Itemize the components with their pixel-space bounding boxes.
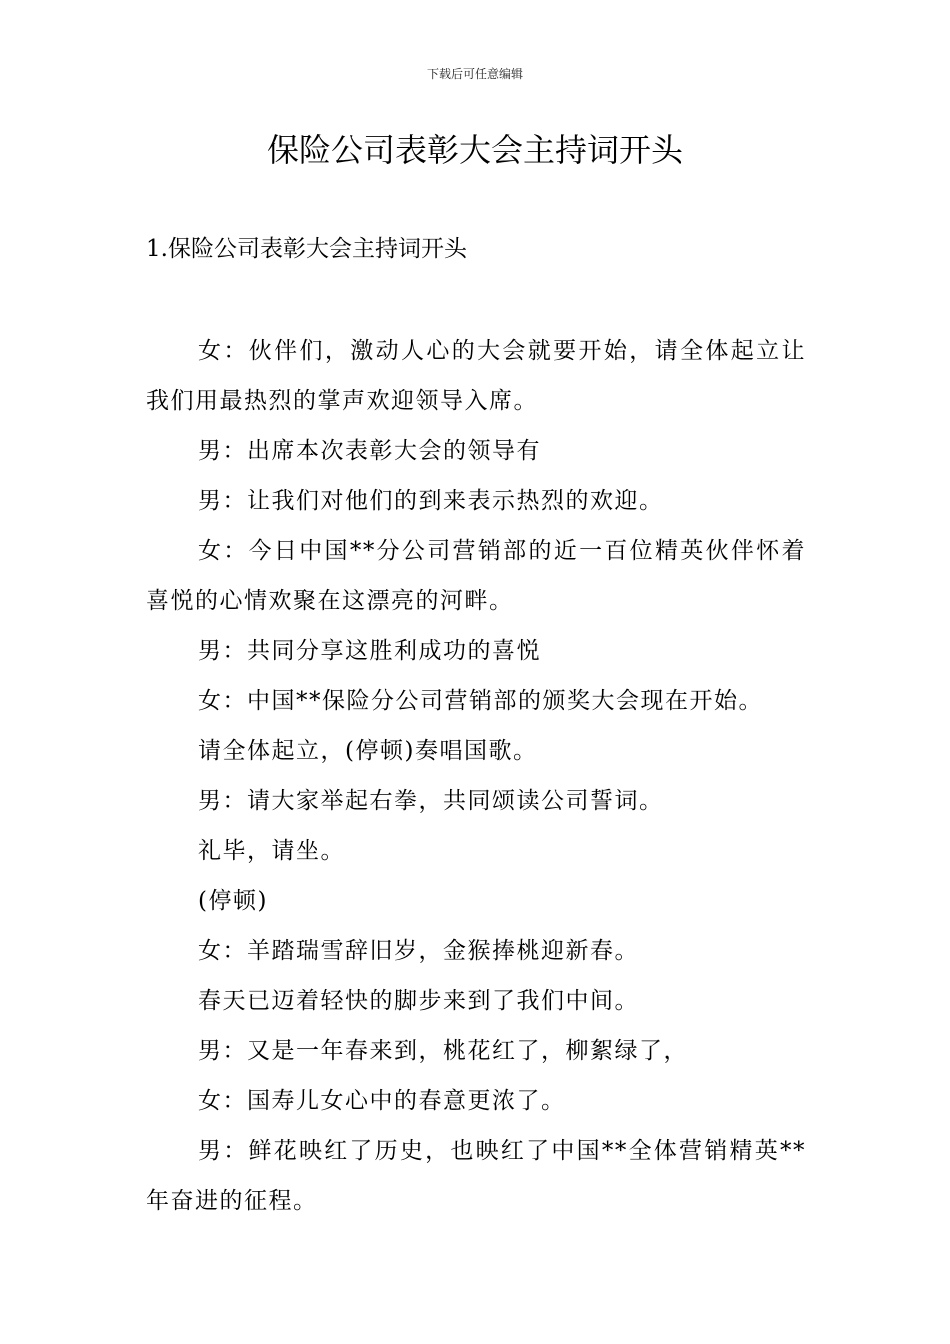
paragraph: 请全体起立，(停顿)奏唱国歌。 xyxy=(198,738,538,764)
header-note: 下载后可任意编辑 xyxy=(426,67,523,81)
document-title: 保险公司表彰大会主持词开头 xyxy=(266,131,683,169)
paragraph: 男：鲜花映红了历史，也映红了中国**全体营销精英**年奋进的征程。 xyxy=(146,1138,806,1214)
section-heading: 1.保险公司表彰大会主持词开头 xyxy=(146,236,467,262)
paragraph: 女：伙伴们，激动人心的大会就要开始，请全体起立让我们用最热烈的掌声欢迎领导入席。 xyxy=(146,338,806,414)
paragraph: 女：羊踏瑞雪辞旧岁，金猴捧桃迎新春。 xyxy=(198,938,639,964)
paragraph: 礼毕，请坐。 xyxy=(198,838,345,864)
paragraph: 春天已迈着轻快的脚步来到了我们中间。 xyxy=(198,988,639,1014)
paragraph: (停顿) xyxy=(198,888,268,914)
paragraph: 女：今日中国**分公司营销部的近一百位精英伙伴怀着喜悦的心情欢聚在这漂亮的河畔。 xyxy=(146,538,806,614)
paragraph: 男：出席本次表彰大会的领导有 xyxy=(198,438,541,464)
paragraph: 女：中国**保险分公司营销部的颁奖大会现在开始。 xyxy=(198,688,763,714)
paragraph: 男：让我们对他们的到来表示热烈的欢迎。 xyxy=(198,488,664,514)
body-text xyxy=(146,326,806,1226)
paragraph: 男：共同分享这胜利成功的喜悦 xyxy=(198,638,541,664)
paragraph: 男：请大家举起右拳，共同颂读公司誓词。 xyxy=(198,788,664,814)
paragraph: 男：又是一年春来到，桃花红了，柳絮绿了， xyxy=(198,1038,688,1064)
paragraph: 女：国寿儿女心中的春意更浓了。 xyxy=(198,1088,566,1114)
